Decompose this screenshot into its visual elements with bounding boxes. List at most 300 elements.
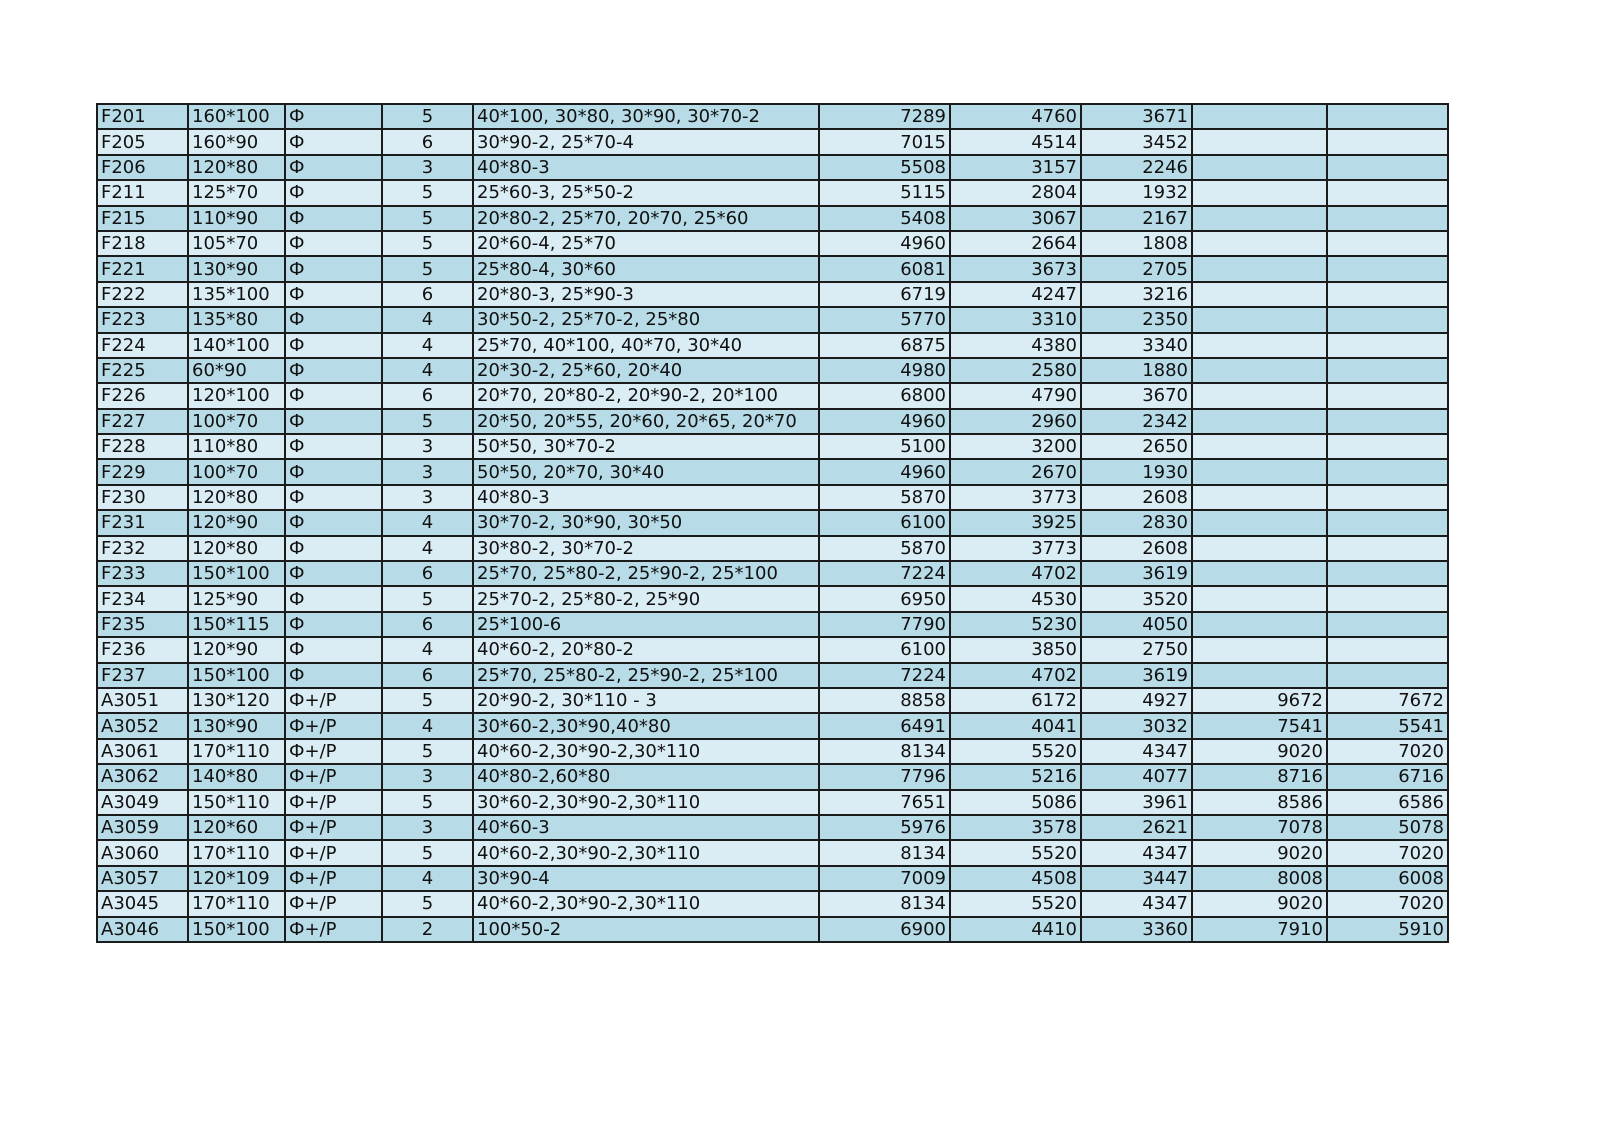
price-3-cell: 1880: [1081, 358, 1192, 383]
size-cell: 140*100: [188, 333, 285, 358]
price-3-cell: 1808: [1081, 231, 1192, 256]
size-cell: 135*80: [188, 307, 285, 332]
price-5-cell: 7020: [1327, 840, 1448, 865]
size-cell: 170*110: [188, 739, 285, 764]
price-4-cell: [1192, 510, 1327, 535]
model-cell: A3060: [97, 840, 188, 865]
type-cell: Ф: [285, 637, 382, 662]
price-3-cell: 4927: [1081, 688, 1192, 713]
type-cell: Ф: [285, 561, 382, 586]
price-5-cell: [1327, 129, 1448, 154]
price-1-cell: 5115: [819, 180, 950, 205]
table-row: [97, 815, 1448, 840]
price-2-cell: 4247: [950, 282, 1081, 307]
price-2-cell: 6172: [950, 688, 1081, 713]
price-5-cell: [1327, 510, 1448, 535]
price-3-cell: 2650: [1081, 434, 1192, 459]
price-2-cell: 2960: [950, 409, 1081, 434]
price-3-cell: 2705: [1081, 256, 1192, 281]
price-1-cell: 6100: [819, 637, 950, 662]
price-4-cell: [1192, 206, 1327, 231]
type-cell: Ф: [285, 510, 382, 535]
price-4-cell: 8008: [1192, 866, 1327, 891]
price-2-cell: 4380: [950, 333, 1081, 358]
price-4-cell: [1192, 586, 1327, 611]
count-cell: 3: [382, 815, 473, 840]
price-5-cell: 6586: [1327, 790, 1448, 815]
price-2-cell: 4702: [950, 561, 1081, 586]
price-5-cell: [1327, 180, 1448, 205]
model-cell: F237: [97, 663, 188, 688]
price-1-cell: 5100: [819, 434, 950, 459]
price-5-cell: [1327, 536, 1448, 561]
sections-cell: 30*60-2,30*90-2,30*110: [473, 790, 819, 815]
model-cell: F226: [97, 383, 188, 408]
price-1-cell: 7651: [819, 790, 950, 815]
price-4-cell: [1192, 333, 1327, 358]
price-1-cell: 5976: [819, 815, 950, 840]
table-row: [97, 180, 1448, 205]
price-1-cell: 6081: [819, 256, 950, 281]
price-2-cell: 4514: [950, 129, 1081, 154]
price-5-cell: [1327, 459, 1448, 484]
model-cell: A3049: [97, 790, 188, 815]
sections-cell: 20*80-3, 25*90-3: [473, 282, 819, 307]
price-2-cell: 3925: [950, 510, 1081, 535]
count-cell: 5: [382, 739, 473, 764]
model-cell: F222: [97, 282, 188, 307]
type-cell: Ф: [285, 612, 382, 637]
model-cell: A3059: [97, 815, 188, 840]
count-cell: 4: [382, 713, 473, 738]
type-cell: Ф+/Р: [285, 815, 382, 840]
sections-cell: 25*60-3, 25*50-2: [473, 180, 819, 205]
model-cell: A3046: [97, 917, 188, 942]
price-3-cell: 2830: [1081, 510, 1192, 535]
size-cell: 120*90: [188, 637, 285, 662]
count-cell: 6: [382, 561, 473, 586]
type-cell: Ф: [285, 180, 382, 205]
price-2-cell: 4041: [950, 713, 1081, 738]
price-3-cell: 3619: [1081, 561, 1192, 586]
price-5-cell: [1327, 586, 1448, 611]
sections-cell: 20*50, 20*55, 20*60, 20*65, 20*70: [473, 409, 819, 434]
sections-cell: 40*60-2,30*90-2,30*110: [473, 739, 819, 764]
price-5-cell: [1327, 231, 1448, 256]
model-cell: F227: [97, 409, 188, 434]
type-cell: Ф: [285, 104, 382, 129]
price-1-cell: 6950: [819, 586, 950, 611]
price-5-cell: [1327, 383, 1448, 408]
type-cell: Ф+/Р: [285, 790, 382, 815]
price-2-cell: 3850: [950, 637, 1081, 662]
sections-cell: 40*80-3: [473, 485, 819, 510]
size-cell: 150*115: [188, 612, 285, 637]
model-cell: F229: [97, 459, 188, 484]
table-row: [97, 663, 1448, 688]
price-2-cell: 4508: [950, 866, 1081, 891]
price-5-cell: [1327, 256, 1448, 281]
sections-cell: 20*90-2, 30*110 - 3: [473, 688, 819, 713]
price-1-cell: 4960: [819, 459, 950, 484]
price-4-cell: [1192, 180, 1327, 205]
type-cell: Ф: [285, 536, 382, 561]
size-cell: 120*90: [188, 510, 285, 535]
price-4-cell: [1192, 358, 1327, 383]
type-cell: Ф: [285, 358, 382, 383]
type-cell: Ф: [285, 434, 382, 459]
price-1-cell: 5508: [819, 155, 950, 180]
size-cell: 120*109: [188, 866, 285, 891]
price-5-cell: [1327, 612, 1448, 637]
type-cell: Ф+/Р: [285, 840, 382, 865]
price-2-cell: 4530: [950, 586, 1081, 611]
size-cell: 110*90: [188, 206, 285, 231]
count-cell: 4: [382, 358, 473, 383]
price-3-cell: 4050: [1081, 612, 1192, 637]
price-4-cell: 7910: [1192, 917, 1327, 942]
size-cell: 105*70: [188, 231, 285, 256]
sections-cell: 40*60-3: [473, 815, 819, 840]
price-4-cell: [1192, 434, 1327, 459]
price-1-cell: 7289: [819, 104, 950, 129]
size-cell: 135*100: [188, 282, 285, 307]
count-cell: 5: [382, 231, 473, 256]
count-cell: 5: [382, 840, 473, 865]
count-cell: 5: [382, 790, 473, 815]
price-1-cell: 6900: [819, 917, 950, 942]
table-row: [97, 206, 1448, 231]
price-1-cell: 8134: [819, 840, 950, 865]
type-cell: Ф+/Р: [285, 764, 382, 789]
price-3-cell: 4347: [1081, 840, 1192, 865]
price-3-cell: 3447: [1081, 866, 1192, 891]
price-2-cell: 5520: [950, 739, 1081, 764]
sections-cell: 25*70-2, 25*80-2, 25*90: [473, 586, 819, 611]
price-3-cell: 2608: [1081, 536, 1192, 561]
size-cell: 130*90: [188, 256, 285, 281]
sections-cell: 30*80-2, 30*70-2: [473, 536, 819, 561]
sections-cell: 25*70, 25*80-2, 25*90-2, 25*100: [473, 663, 819, 688]
size-cell: 160*100: [188, 104, 285, 129]
sections-cell: 30*50-2, 25*70-2, 25*80: [473, 307, 819, 332]
type-cell: Ф: [285, 282, 382, 307]
price-4-cell: [1192, 383, 1327, 408]
price-1-cell: 6875: [819, 333, 950, 358]
price-2-cell: 2580: [950, 358, 1081, 383]
type-cell: Ф: [285, 485, 382, 510]
size-cell: 110*80: [188, 434, 285, 459]
price-5-cell: 7672: [1327, 688, 1448, 713]
price-2-cell: 3200: [950, 434, 1081, 459]
count-cell: 3: [382, 485, 473, 510]
sections-cell: 25*100-6: [473, 612, 819, 637]
table-row: [97, 866, 1448, 891]
price-3-cell: 3452: [1081, 129, 1192, 154]
price-5-cell: 7020: [1327, 739, 1448, 764]
price-1-cell: 8134: [819, 891, 950, 916]
table-body: [97, 104, 1448, 942]
price-5-cell: [1327, 155, 1448, 180]
price-2-cell: 3310: [950, 307, 1081, 332]
price-5-cell: 5541: [1327, 713, 1448, 738]
price-4-cell: [1192, 459, 1327, 484]
price-3-cell: 1932: [1081, 180, 1192, 205]
size-cell: 100*70: [188, 459, 285, 484]
type-cell: Ф: [285, 307, 382, 332]
sections-cell: 40*60-2,30*90-2,30*110: [473, 840, 819, 865]
model-cell: F228: [97, 434, 188, 459]
model-cell: A3061: [97, 739, 188, 764]
type-cell: Ф+/Р: [285, 713, 382, 738]
price-5-cell: [1327, 282, 1448, 307]
price-2-cell: 2670: [950, 459, 1081, 484]
size-cell: 130*90: [188, 713, 285, 738]
type-cell: Ф: [285, 663, 382, 688]
type-cell: Ф: [285, 206, 382, 231]
price-5-cell: [1327, 358, 1448, 383]
model-cell: F231: [97, 510, 188, 535]
price-5-cell: [1327, 637, 1448, 662]
sections-cell: 25*80-4, 30*60: [473, 256, 819, 281]
price-3-cell: 3216: [1081, 282, 1192, 307]
price-5-cell: [1327, 434, 1448, 459]
price-1-cell: 7796: [819, 764, 950, 789]
sections-cell: 30*60-2,30*90,40*80: [473, 713, 819, 738]
count-cell: 5: [382, 104, 473, 129]
sections-cell: 20*60-4, 25*70: [473, 231, 819, 256]
price-3-cell: 3961: [1081, 790, 1192, 815]
price-5-cell: 6716: [1327, 764, 1448, 789]
table-row: [97, 358, 1448, 383]
price-2-cell: 3067: [950, 206, 1081, 231]
price-3-cell: 2608: [1081, 485, 1192, 510]
price-4-cell: [1192, 612, 1327, 637]
size-cell: 100*70: [188, 409, 285, 434]
price-4-cell: 7078: [1192, 815, 1327, 840]
count-cell: 4: [382, 536, 473, 561]
price-1-cell: 5770: [819, 307, 950, 332]
price-4-cell: [1192, 409, 1327, 434]
price-4-cell: [1192, 561, 1327, 586]
table-row: [97, 840, 1448, 865]
size-cell: 170*110: [188, 840, 285, 865]
sections-cell: 40*80-3: [473, 155, 819, 180]
table-row: [97, 383, 1448, 408]
size-cell: 160*90: [188, 129, 285, 154]
count-cell: 2: [382, 917, 473, 942]
model-cell: F223: [97, 307, 188, 332]
size-cell: 125*70: [188, 180, 285, 205]
price-2-cell: 2664: [950, 231, 1081, 256]
price-1-cell: 5870: [819, 536, 950, 561]
size-cell: 60*90: [188, 358, 285, 383]
price-2-cell: 2804: [950, 180, 1081, 205]
price-1-cell: 6800: [819, 383, 950, 408]
model-cell: F230: [97, 485, 188, 510]
model-cell: F236: [97, 637, 188, 662]
price-1-cell: 4980: [819, 358, 950, 383]
model-cell: F221: [97, 256, 188, 281]
type-cell: Ф+/Р: [285, 891, 382, 916]
count-cell: 3: [382, 459, 473, 484]
type-cell: Ф+/Р: [285, 917, 382, 942]
count-cell: 5: [382, 891, 473, 916]
price-3-cell: 3671: [1081, 104, 1192, 129]
type-cell: Ф: [285, 383, 382, 408]
model-cell: A3051: [97, 688, 188, 713]
sections-cell: 100*50-2: [473, 917, 819, 942]
price-1-cell: 7790: [819, 612, 950, 637]
price-4-cell: 8716: [1192, 764, 1327, 789]
price-5-cell: [1327, 409, 1448, 434]
price-5-cell: [1327, 307, 1448, 332]
price-3-cell: 1930: [1081, 459, 1192, 484]
price-4-cell: [1192, 663, 1327, 688]
type-cell: Ф+/Р: [285, 866, 382, 891]
price-1-cell: 5408: [819, 206, 950, 231]
table-row: [97, 409, 1448, 434]
price-3-cell: 3520: [1081, 586, 1192, 611]
table-row: [97, 917, 1448, 942]
table-row: [97, 459, 1448, 484]
type-cell: Ф: [285, 333, 382, 358]
size-cell: 140*80: [188, 764, 285, 789]
price-2-cell: 4790: [950, 383, 1081, 408]
price-4-cell: [1192, 256, 1327, 281]
price-3-cell: 3032: [1081, 713, 1192, 738]
count-cell: 4: [382, 333, 473, 358]
table-row: [97, 764, 1448, 789]
count-cell: 4: [382, 510, 473, 535]
size-cell: 120*80: [188, 485, 285, 510]
model-cell: F224: [97, 333, 188, 358]
count-cell: 3: [382, 764, 473, 789]
price-1-cell: 4960: [819, 409, 950, 434]
price-table: [96, 103, 1449, 943]
sections-cell: 20*80-2, 25*70, 20*70, 25*60: [473, 206, 819, 231]
count-cell: 5: [382, 180, 473, 205]
table-row: [97, 231, 1448, 256]
price-4-cell: [1192, 104, 1327, 129]
count-cell: 6: [382, 612, 473, 637]
model-cell: A3057: [97, 866, 188, 891]
table-row: [97, 790, 1448, 815]
model-cell: F215: [97, 206, 188, 231]
price-2-cell: 5086: [950, 790, 1081, 815]
price-1-cell: 7009: [819, 866, 950, 891]
table-row: [97, 129, 1448, 154]
size-cell: 150*100: [188, 663, 285, 688]
price-3-cell: 2350: [1081, 307, 1192, 332]
price-1-cell: 8858: [819, 688, 950, 713]
table-row: [97, 586, 1448, 611]
price-2-cell: 3157: [950, 155, 1081, 180]
price-1-cell: 4960: [819, 231, 950, 256]
model-cell: A3062: [97, 764, 188, 789]
price-2-cell: 5520: [950, 840, 1081, 865]
price-1-cell: 7224: [819, 663, 950, 688]
price-2-cell: 4410: [950, 917, 1081, 942]
price-2-cell: 5230: [950, 612, 1081, 637]
size-cell: 120*60: [188, 815, 285, 840]
table-row: [97, 561, 1448, 586]
type-cell: Ф: [285, 409, 382, 434]
count-cell: 5: [382, 256, 473, 281]
table-row: [97, 510, 1448, 535]
model-cell: F201: [97, 104, 188, 129]
price-1-cell: 7015: [819, 129, 950, 154]
price-3-cell: 3619: [1081, 663, 1192, 688]
sections-cell: 50*50, 30*70-2: [473, 434, 819, 459]
count-cell: 5: [382, 206, 473, 231]
price-4-cell: 8586: [1192, 790, 1327, 815]
size-cell: 150*100: [188, 561, 285, 586]
model-cell: F233: [97, 561, 188, 586]
table-row: [97, 891, 1448, 916]
count-cell: 6: [382, 282, 473, 307]
size-cell: 130*120: [188, 688, 285, 713]
price-5-cell: 5078: [1327, 815, 1448, 840]
model-cell: F218: [97, 231, 188, 256]
type-cell: Ф: [285, 155, 382, 180]
table-row: [97, 434, 1448, 459]
size-cell: 170*110: [188, 891, 285, 916]
table-row: [97, 739, 1448, 764]
size-cell: 120*80: [188, 536, 285, 561]
model-cell: F206: [97, 155, 188, 180]
table-row: [97, 333, 1448, 358]
table-row: [97, 307, 1448, 332]
size-cell: 150*110: [188, 790, 285, 815]
model-cell: A3045: [97, 891, 188, 916]
price-3-cell: 3670: [1081, 383, 1192, 408]
type-cell: Ф: [285, 129, 382, 154]
price-2-cell: 5216: [950, 764, 1081, 789]
table-row: [97, 282, 1448, 307]
sections-cell: 20*30-2, 25*60, 20*40: [473, 358, 819, 383]
table-row: [97, 256, 1448, 281]
sections-cell: 30*90-2, 25*70-4: [473, 129, 819, 154]
count-cell: 5: [382, 409, 473, 434]
sections-cell: 40*80-2,60*80: [473, 764, 819, 789]
count-cell: 5: [382, 688, 473, 713]
price-3-cell: 2342: [1081, 409, 1192, 434]
count-cell: 4: [382, 637, 473, 662]
type-cell: Ф+/Р: [285, 739, 382, 764]
price-2-cell: 3773: [950, 536, 1081, 561]
model-cell: F205: [97, 129, 188, 154]
count-cell: 3: [382, 434, 473, 459]
price-4-cell: [1192, 231, 1327, 256]
price-1-cell: 5870: [819, 485, 950, 510]
price-4-cell: [1192, 282, 1327, 307]
price-4-cell: [1192, 536, 1327, 561]
price-5-cell: [1327, 561, 1448, 586]
price-4-cell: 9020: [1192, 739, 1327, 764]
price-3-cell: 4347: [1081, 891, 1192, 916]
price-4-cell: 7541: [1192, 713, 1327, 738]
price-3-cell: 2246: [1081, 155, 1192, 180]
sections-cell: 40*60-2, 20*80-2: [473, 637, 819, 662]
count-cell: 4: [382, 307, 473, 332]
price-5-cell: [1327, 104, 1448, 129]
price-4-cell: 9672: [1192, 688, 1327, 713]
price-4-cell: [1192, 637, 1327, 662]
price-1-cell: 6719: [819, 282, 950, 307]
price-1-cell: 7224: [819, 561, 950, 586]
type-cell: Ф: [285, 231, 382, 256]
